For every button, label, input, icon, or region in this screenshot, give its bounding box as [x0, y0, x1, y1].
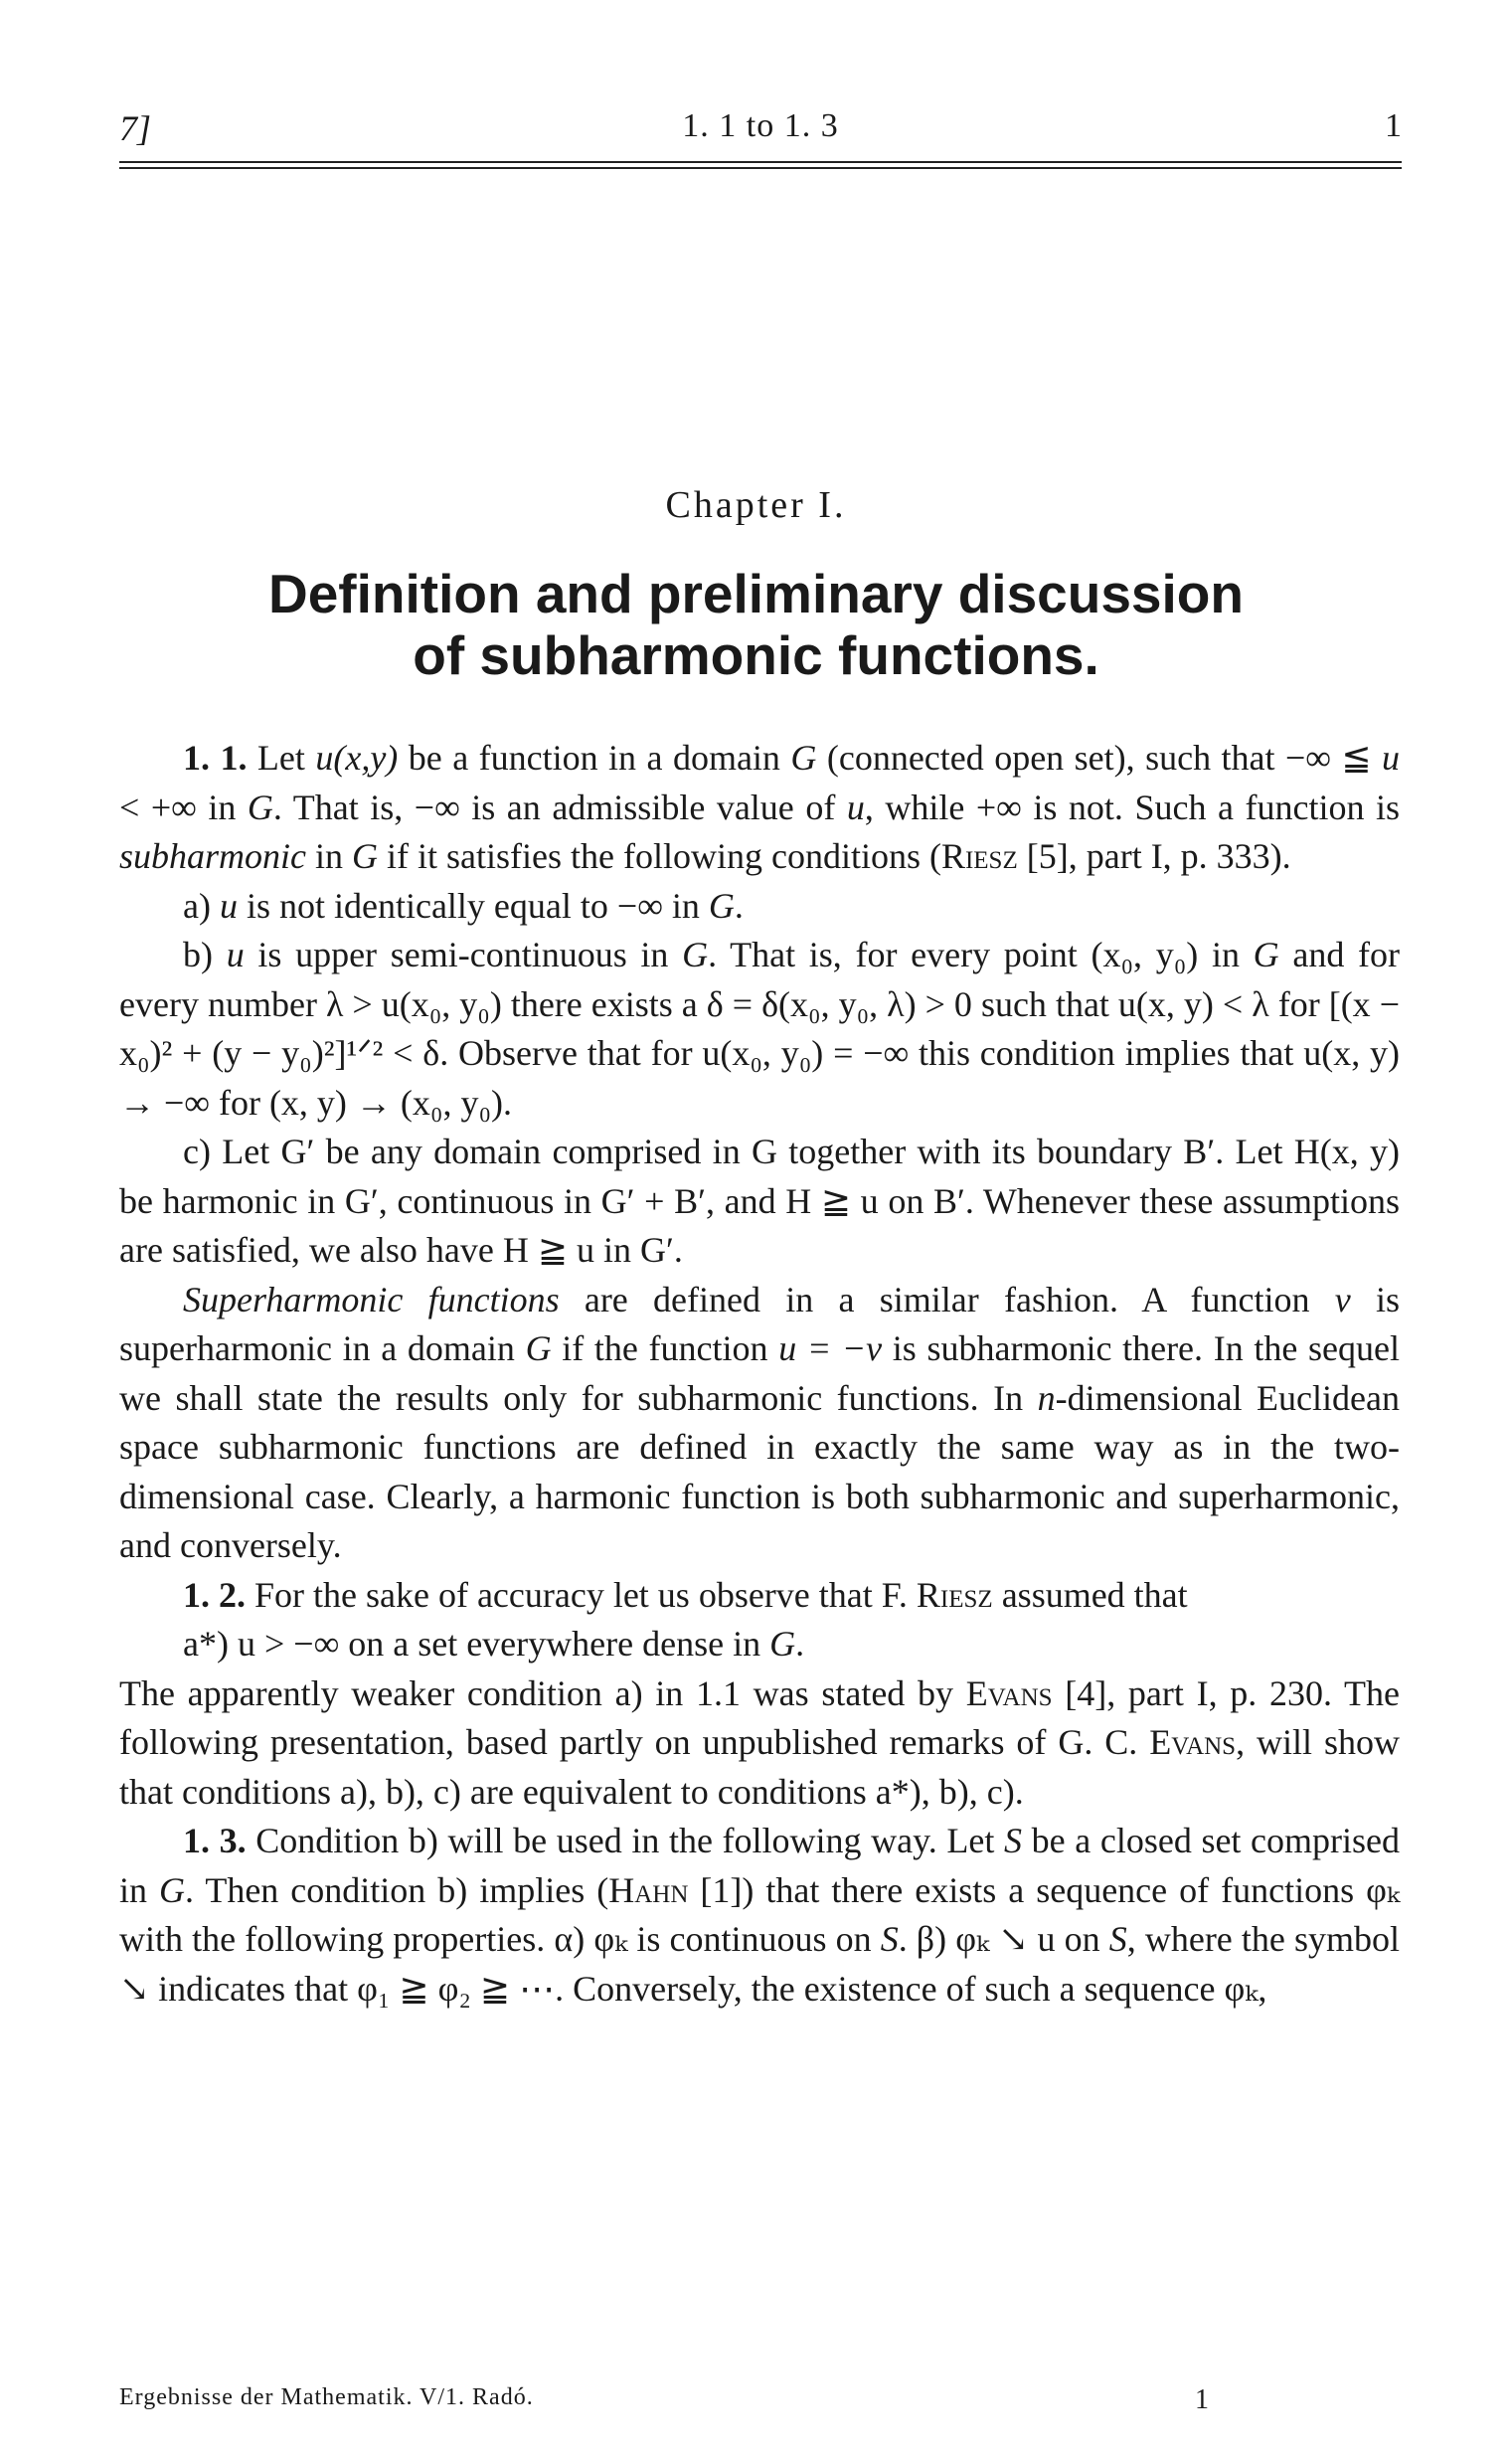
- body-text: [119, 734, 1400, 2014]
- math: u(x,y): [315, 738, 399, 778]
- text: if the function: [551, 1328, 779, 1368]
- text: Condition b) will be used in the following way. Let: [246, 1821, 1005, 1860]
- math: S: [880, 1919, 899, 1959]
- text: For the sake of accuracy let us observe that F.: [246, 1574, 917, 1615]
- author-name: Evans: [965, 1672, 1053, 1713]
- text: [5], part I, p. 333).: [1017, 836, 1291, 876]
- condition-label: b): [183, 935, 227, 974]
- text: are defined in a similar fashion. A function: [559, 1279, 1335, 1319]
- math: u: [226, 935, 245, 974]
- paragraph-1-3: [119, 1817, 1400, 2014]
- text: is subharmonic there. In the sequel we shall state the results only for subharmonic functions. In: [119, 1328, 1400, 1418]
- author-name: Riesz: [940, 836, 1018, 876]
- text: be a closed set comprised in: [119, 1821, 1401, 1910]
- section-number: 1. 1.: [183, 738, 248, 778]
- condition-c: [119, 1128, 1400, 1276]
- text: . Then condition b) implies (: [185, 1869, 609, 1910]
- text: is upper semi-continuous in: [244, 935, 683, 974]
- math: S: [1108, 1919, 1127, 1959]
- text: and for every number λ > u(x₀, y₀) there exists a δ = δ(x₀, y₀, λ) > 0 such that u(x, y) < λ for [(x − x₀)² + (y − y₀)²]¹ᐟ² < δ. Observe that for u(x₀, y₀) = −∞ this condition implies that u(x, y) → −∞ for (x, y) → (x₀, y₀).: [119, 935, 1400, 1123]
- math: S: [1004, 1821, 1023, 1860]
- header-section-range: 1. 1 to 1. 3: [682, 107, 839, 144]
- text: is not identically equal to −∞ in: [237, 885, 709, 926]
- text: -dimensional Euclidean space subharmonic functions are defined in exactly the same way as in the two-dimensional case. Clearly, a harmonic function is both subharmonic and superharmonic, and conversely.: [119, 1377, 1400, 1565]
- text: The apparently weaker condition a) in 1.1 was stated by: [119, 1672, 966, 1713]
- text: be a function in a domain: [398, 738, 791, 778]
- author-name: Evans: [1149, 1722, 1237, 1762]
- text: Let: [247, 738, 316, 778]
- math: G: [352, 836, 379, 876]
- chapter-title: [0, 563, 1512, 686]
- chapter-title-line-1: Definition and preliminary discussion: [267, 563, 1244, 624]
- section-number: 1. 3.: [183, 1821, 247, 1860]
- math: G: [682, 935, 709, 974]
- defined-term: subharmonic: [119, 836, 306, 876]
- math: G: [790, 738, 817, 778]
- math: G: [159, 1869, 185, 1910]
- math: G: [1253, 935, 1279, 974]
- paragraph-1-2-continued: [119, 1669, 1400, 1818]
- math: u: [1382, 738, 1401, 778]
- text: u > −∞ on a set everywhere dense in: [237, 1624, 770, 1664]
- math: u = −v: [778, 1328, 883, 1368]
- condition-a: [119, 882, 1400, 932]
- condition-label: a): [183, 885, 220, 926]
- header-rule-top: [119, 161, 1402, 163]
- text: , while +∞ is not. Such a function is: [864, 787, 1400, 827]
- text: .: [734, 885, 744, 926]
- running-header: [119, 107, 1402, 153]
- header-page-number: 1: [1385, 107, 1402, 144]
- condition-a-star: [119, 1620, 1400, 1669]
- section-number: 1. 2.: [183, 1574, 246, 1615]
- chapter-title-line-2: of subharmonic functions.: [413, 624, 1099, 686]
- text: . That is, for every point (x₀, y₀) in: [708, 935, 1254, 974]
- math: v: [1334, 1279, 1351, 1319]
- math: u: [219, 885, 238, 926]
- text: is superharmonic in a domain: [119, 1279, 1400, 1368]
- math: n: [1037, 1377, 1056, 1418]
- math: u: [846, 787, 865, 827]
- math: G: [247, 787, 273, 827]
- header-rule-bottom: [119, 167, 1402, 169]
- math: G: [708, 885, 735, 926]
- text: Let G′ be any domain comprised in G together with its boundary B′. Let H(x, y) be harmonic in G′, continuous in G′ + B′, and H ≧ u on B′. Whenever these assumptions are satisfied, we also have H ≧ u in G′.: [119, 1132, 1400, 1270]
- text: , will show that conditions a), b), c) are equivalent to conditions a*), b), c).: [119, 1722, 1400, 1812]
- condition-label: c): [183, 1132, 223, 1171]
- text: (connected open set), such that −∞ ≦: [816, 738, 1383, 778]
- header-left-mark: 7]: [119, 108, 152, 148]
- chapter-label: Chapter I.: [665, 484, 847, 526]
- paragraph-1-2: [119, 1571, 1400, 1621]
- text: if it satisfies the following conditions (: [378, 836, 941, 876]
- paragraph-superharmonic: [119, 1276, 1400, 1571]
- math: G: [525, 1328, 552, 1368]
- text: in: [306, 836, 353, 876]
- text: [1]) that there exists a sequence of functions φₖ with the following properties. α) φₖ is continuous on: [119, 1869, 1400, 1959]
- footer-series-title: Ergebnisse der Mathematik. V/1. Radó.: [119, 2384, 534, 2410]
- text: . That is, −∞ is an admissible value of: [272, 787, 847, 827]
- text: [4], part I, p. 230. The following presentation, based partly on unpublished remarks of G. C.: [119, 1672, 1400, 1762]
- text: . β) φₖ ↘ u on: [898, 1919, 1109, 1959]
- footer-signature-number: 1: [1195, 2384, 1209, 2415]
- text: .: [795, 1624, 805, 1664]
- paragraph-1-1: [119, 734, 1400, 882]
- defined-term: Superharmonic functions: [183, 1279, 560, 1319]
- text: , where the symbol ↘ indicates that φ₁ ≧ φ₂ ≧ ⋯. Conversely, the existence of such a sequence φₖ,: [119, 1919, 1401, 2009]
- math: G: [769, 1624, 796, 1664]
- author-name: Riesz: [916, 1574, 993, 1615]
- text: < +∞ in: [119, 787, 248, 827]
- author-name: Hahn: [608, 1869, 689, 1910]
- condition-label: a*): [183, 1624, 238, 1664]
- condition-b: [119, 931, 1400, 1128]
- text: assumed that: [992, 1574, 1188, 1615]
